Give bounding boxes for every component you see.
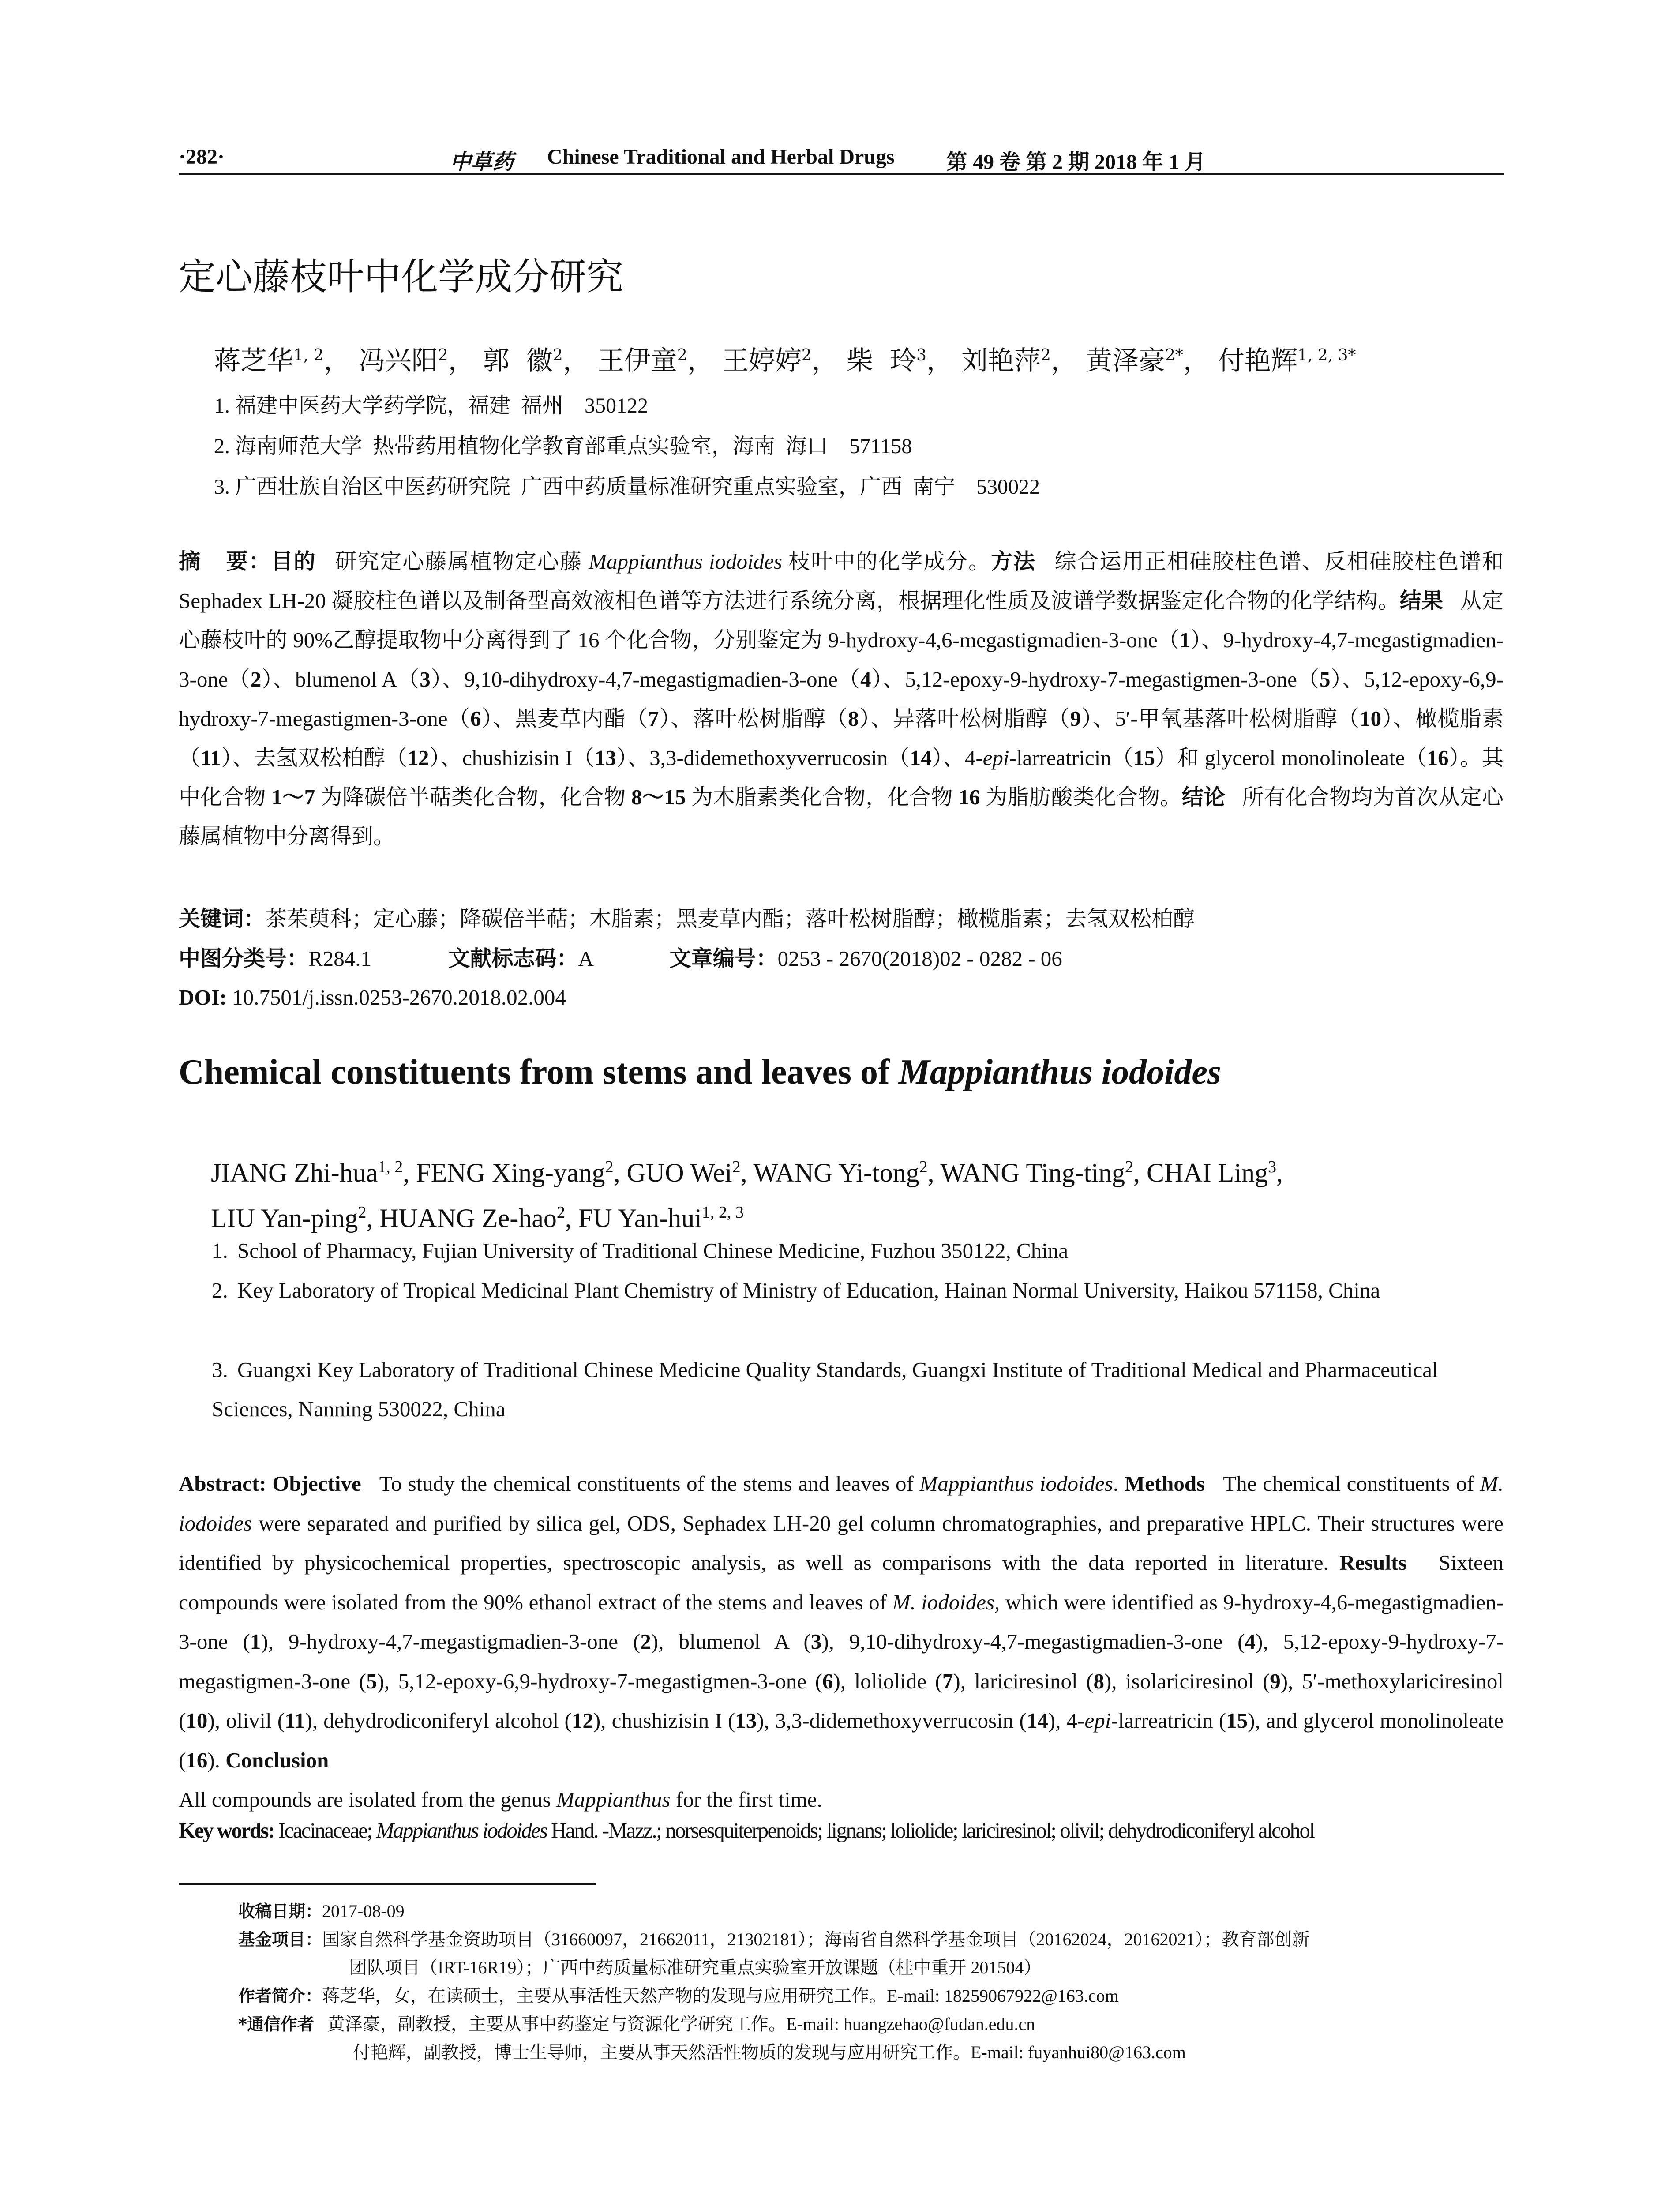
author-en: GUO Wei$^2$ [626, 1158, 741, 1187]
footnote-bio: 作者简介：蒋芝华，女，在读硕士，主要从事活性天然产物的发现与应用研究工作。E-mail: 18259067922@163.com [238, 1986, 1119, 2006]
classification-line: 中图分类号：R284.1 文献标志码：A 文章编号：0253 - 2670(2018)02 - 0282 - 06 [179, 946, 1062, 971]
affiliation-zh: 1. 福建中医药大学药学院，福建 福州 350122 [214, 394, 649, 417]
affiliation-zh: 3. 广西壮族自治区中医药研究院 广西中药质量标准研究重点实验室，广西 南宁 530022 [214, 475, 1040, 499]
author-zh: 王婷婷$^2$ [722, 345, 812, 376]
author-zh: 蒋芝华$^{1, 2}$ [214, 345, 324, 376]
journal-name-en: Chinese Traditional and Herbal Drugs [547, 145, 895, 169]
author-zh: 刘艳萍$^2$ [961, 345, 1051, 376]
affiliation-en: 2. Key Laboratory of Tropical Medicinal Plant Chemistry of Ministry of Education, Hainan Normal University, Haikou 571158, China [212, 1278, 1380, 1302]
keywords-en: Key words: Icacinaceae; Mappianthus iodoides Hand. -Mazz.; norsesquiterpenoids; lignans; loliolide; lariciresinol; olivil; dehydrodiconiferyl alcohol [179, 1818, 1314, 1842]
author-zh: 冯兴阳$^2$ [358, 345, 448, 376]
journal-issue: 第 49 卷 第 2 期 2018 年 1 月 [946, 150, 1206, 174]
author-zh: 王伊童$^2$ [597, 345, 687, 376]
author-en: FENG Xing-yang$^2$ [416, 1158, 614, 1187]
author-en: LIU Yan-ping$^2$ [211, 1203, 367, 1233]
author-zh: 郭 徽$^2$ [483, 345, 563, 376]
journal-name-zh: 中草药 [450, 150, 514, 174]
title-en: Chemical constituents from stems and leaves of Mappianthus iodoides [179, 1053, 1221, 1092]
author-en: WANG Ting-ting$^2$ [940, 1158, 1133, 1187]
author-en: CHAI Ling$^3$ [1146, 1158, 1276, 1187]
affiliation-en: 1. School of Pharmacy, Fujian University of Traditional Chinese Medicine, Fuzhou 350122, China [212, 1238, 1069, 1263]
author-zh: 柴 玲$^3$ [846, 345, 926, 376]
footnote-rule [179, 1883, 596, 1885]
author-en: WANG Yi-tong$^2$ [753, 1158, 928, 1187]
affiliation-en: 3. Guangxi Key Laboratory of Traditional Chinese Medicine Quality Standards, Guangxi Institute of Traditional Medical and Pharmaceutical Sciences, Nanning 530022, China [212, 1358, 1438, 1421]
doi: DOI: 10.7501/j.issn.0253-2670.2018.02.004 [179, 985, 566, 1009]
author-zh: 黄泽豪$^{2*}$ [1086, 345, 1183, 376]
author-en: HUANG Ze-hao$^2$ [379, 1203, 565, 1233]
authors-en: JIANG Zhi-hua$^{1, 2}$, FENG Xing-yang$^2$, GUO Wei$^2$, WANG Yi-tong$^2$, WANG Ting-ting$^2$, CHAI Ling$^3$, LIU Yan-ping$^2$, HUANG Ze-hao$^2$, FU Yan-hui$^{1, 2, 3}$ [211, 1158, 1283, 1233]
author-en: FU Yan-hui$^{1, 2, 3}$ [578, 1203, 744, 1233]
abstract-zh: 摘 要：目的 研究定心藤属植物定心藤 Mappianthus iodoides 枝叶中的化学成分。方法 综合运用正相硅胶柱色谱、反相硅胶柱色谱和 Sephadex LH-20 凝胶柱色谱以及制备型高效液相色谱等方法进行系统分离，根据理化性质及波谱学数据鉴定化合物的化学结构。结果 从定心藤枝叶的 90%乙醇提取物中分离得到了 16 个化合物，分别鉴定为 9-hydroxy-4,6-megastigmadien-3-one（1）、9-hydroxy-4,7-megastigmadien-3-one（2）、blumenol A（3）、9,10-dihydroxy-4,7-megastigmadien-3-one（4）、5,12-epoxy-9-hydroxy-7-megastigmen-3-one（5）、5,12-epoxy-6,9-hydroxy-7-megastigmen-3-one（6）、黑麦草内酯（7）、落叶松树脂醇（8）、异落叶松树脂醇（9）、5′-甲氧基落叶松树脂醇（10）、橄榄脂素（11）、去氢双松柏醇（12）、chushizisin I（13）、3,3-didemethoxyverrucosin（14）、4-epi-larreatricin（15）和 glycerol monolinoleate（16）。其中化合物 1～7 为降碳倍半萜类化合物，化合物 8～15 为木脂素类化合物，化合物 16 为脂肪酸类化合物。结论 所有化合物均为首次从定心藤属植物中分离得到。 [179, 549, 1504, 848]
author-zh: 付艳辉$^{1, 2, 3*}$ [1218, 345, 1356, 376]
footnote-fund: 基金项目：国家自然科学基金资助项目（31660097，21662011，21302181）；海南省自然科学基金项目（20162024，20162021）；教育部创新 团队项目（IRT-16R19）；广西中药质量标准研究重点实验室开放课题（桂中重开 201504） [238, 1929, 1310, 1977]
page-number: ·282· [179, 145, 225, 169]
title-zh: 定心藤枝叶中化学成分研究 [179, 255, 624, 298]
authors-zh: 蒋芝华$^{1, 2}$， 冯兴阳$^2$， 郭 徽$^2$， 王伊童$^2$， 王婷婷$^2$， 柴 玲$^3$， 刘艳萍$^2$， 黄泽豪$^{2*}$， 付艳辉$^{1, 2, 3*}$ [214, 345, 1356, 376]
footnote-received: 收稿日期：2017-08-09 [238, 1901, 405, 1921]
author-en: JIANG Zhi-hua$^{1, 2}$ [211, 1158, 403, 1187]
abstract-en: Abstract: Objective To study the chemical constituents of the stems and leaves of Mappianthus iodoides. Methods The chemical constituents of M. iodoides were separated and purified by silica gel, ODS, Sephadex LH-20 gel column chromatographies, and preparative HPLC. Their structures were identified by physicochemical properties, spectroscopic analysis, as well as comparisons with the data reported in literature. Results Sixteen compounds were isolated from the 90% ethanol extract of the stems and leaves of M. iodoides, which were identified as 9-hydroxy-4,6-megastigmadien-3-one (1), 9-hydroxy-4,7-megastigmadien-3-one (2), blumenol A (3), 9,10-dihydroxy-4,7-megastigmadien-3-one (4), 5,12-epoxy-9-hydroxy-7-megastigmen-3-one (5), 5,12-epoxy-6,9-hydroxy-7-megastigmen-3-one (6), loliolide (7), lariciresinol (8), isolariciresinol (9), 5′-methoxylariciresinol (10), olivil (11), dehydrodiconiferyl alcohol (12), chushizisin I (13), 3,3-didemethoxyverrucosin (14), 4-epi-larreatricin (15), and glycerol monolinoleate (16). Conclusion All compounds are isolated from the genus Mappianthus for the first time. [179, 1471, 1504, 1812]
running-header [179, 140, 1504, 175]
footnote-corresponding: *通信作者 黄泽豪，副教授，主要从事中药鉴定与资源化学研究工作。E-mail: huangzehao@fudan.edu.cn 付艳辉，副教授，博士生导师，主要从事天然活性物质的发现与应用研究工作。E-mail: fuyanhui80@163.com [238, 2014, 1186, 2062]
keywords-zh: 关键词：茶茱萸科；定心藤；降碳倍半萜；木脂素；黑麦草内酯；落叶松树脂醇；橄榄脂素；去氢双松柏醇 [179, 907, 1195, 931]
affiliation-zh: 2. 海南师范大学 热带药用植物化学教育部重点实验室，海南 海口 571158 [214, 435, 912, 458]
